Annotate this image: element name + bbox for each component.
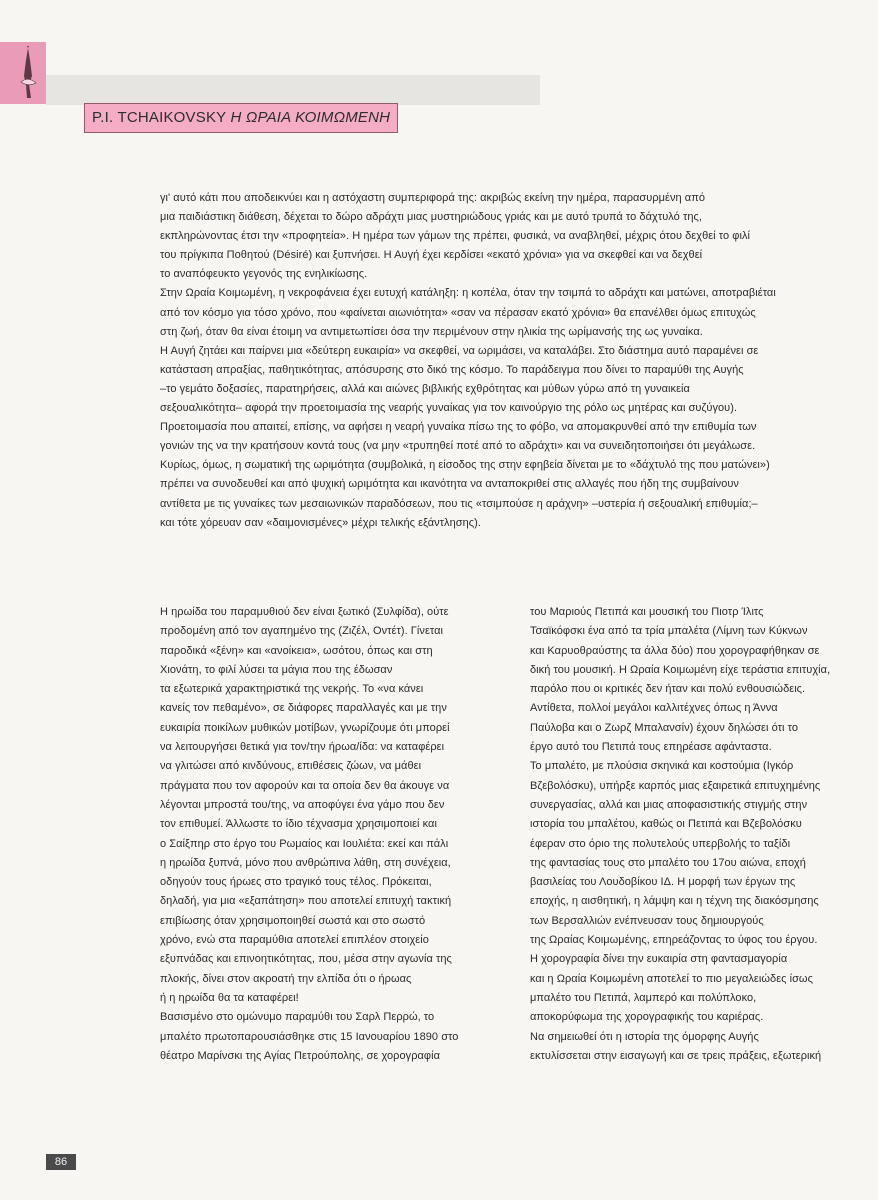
title-work: Η ΩΡΑΙΑ ΚΟΙΜΩΜΕΝΗ — [230, 109, 391, 126]
left-column-line: παροδικά «ξένη» και «ανοίκεια», ωσότου, όπως και στη — [160, 644, 433, 657]
intro-line: το αναπόφευκτο γεγονός της ενηλικίωσης. — [160, 268, 368, 281]
left-column-line: εξυπνάδας και επινοητικότητας, που, μέσα στην αγωνία της — [160, 953, 452, 966]
left-column — [160, 603, 490, 1066]
left-column-line: πλοκής, δίνει στον ακροατή την ελπίδα ότι ο ήρωας — [160, 972, 412, 985]
page-title — [84, 103, 398, 133]
right-column-line: του Μαριούς Πετιπά και μουσική του Πιοτρ Ίλιτς — [530, 606, 764, 618]
left-column-line: ο Σαίξπηρ στο έργο του Ρωμαίος και Ιουλιέτα: εκεί και πάλι — [160, 837, 449, 850]
left-column-line: Βασισμένο στο ομώνυμο παραμύθι του Σαρλ Περρώ, το — [160, 1011, 435, 1024]
left-column-line: Η ηρωίδα του παραμυθιού δεν είναι ξωτικό (Συλφίδα), ούτε — [160, 606, 449, 618]
ballerina-figure-icon — [18, 46, 38, 100]
intro-line: πρέπει να συνοδευθεί και από ψυχική ωριμότητα και ικανότητα να ανταποκριθεί στις αλλαγές που ήδη της συμβαίνουν — [160, 478, 739, 491]
right-column-line: έργο αυτό του Πετιπά τους επηρέασε αφάνταστα. — [530, 741, 772, 754]
left-column-line: τα εξωτερικά χαρακτηριστικά της νεκρής. Το «να κάνει — [160, 683, 424, 696]
intro-line: και τότε χόρευαν σαν «δαιμονισμένες» μέχρι τελικής εξάντλησης). — [160, 516, 481, 529]
right-column-line: και Καρυοθραύστης τα άλλα δύο) που χορογραφήθηκαν σε — [530, 644, 820, 657]
left-column-line: πράγματα που τον αφορούν και τα οποία δεν θα άκουγε να — [160, 779, 450, 792]
right-column-line: Να σημειωθεί ότι η ιστορία της όμορφης Αυγής — [530, 1030, 759, 1043]
corner-color-block — [0, 42, 46, 104]
right-column-line: έφεραν στο όριο της πολυτελούς υπερβολής το ταξίδι — [530, 837, 791, 850]
right-column-line: Τσαϊκόφσκι ένα από τα τρία μπαλέτα (Λίμνη των Κύκνων — [530, 625, 808, 638]
left-column-line: να γλιτώσει από κινδύνους, επιθέσεις ζώων, να μάθει — [160, 760, 422, 773]
right-column-line: συνεργασίας, αλλά και μιας αποφασιστικής στιγμής στην — [530, 798, 808, 811]
intro-line: του πρίγκιπα Ποθητού (Désiré) και ξυπνήσει. Η Αυγή έχει κερδίσει «εκατό χρόνια» για να σκεφθεί και να δεχθεί — [160, 249, 703, 262]
intro-line: στη ζωή, όταν θα είναι έτοιμη να αντιμετωπίσει όσα την περιμένουν στην ηλικία της ωρίμανσής της ως γυναίκα. — [160, 325, 703, 338]
intro-line: μια παιδιάστικη διάθεση, δέχεται το δώρο αδράχτι μιας μυστηριώδους γριάς και με αυτό τρυπά το δάχτυλό της, — [160, 211, 702, 224]
left-column-line: ή η ηρωίδα θα τα καταφέρει! — [160, 991, 299, 1004]
intro-line: γονιών της να την κρατήσουν κοντά τους (να μην «τρυπηθεί ποτέ από το αδράχτι» και να συνειδητοποιήσει ότι μεγάλωσε. — [160, 440, 756, 453]
right-column-line: της Ωραίας Κοιμωμένης, επηρεάζοντας το ύφος του έργου. — [530, 934, 818, 947]
right-column-line: Παύλοβα και ο Ζωρζ Μπαλανσίν) έχουν δηλώσει ότι το — [530, 721, 799, 734]
right-column-line: της φαντασίας τους στο μπαλέτο του 17ου αιώνα, εποχή — [530, 856, 806, 869]
left-column-line: επιβίωσης όταν χρησιμοποιηθεί σωστά και στο σωστό — [160, 914, 426, 927]
right-column-line: των Βερσαλλιών ενέπνευσαν τους δημιουργούς — [530, 914, 764, 927]
intro-line: –το γεμάτο δοξασίες, παρατηρήσεις, αλλά και αιώνες βιβλικής εχθρότητας και μύθων γύρω από τη γυναικεία — [160, 382, 690, 395]
left-column-line: τον επιθυμεί. Άλλωστε το ίδιο τέχνασμα χρησιμοποιεί και — [160, 818, 437, 831]
right-column-line: Η χορογραφία δίνει την ευκαιρία στη φαντασμαγορία — [530, 953, 788, 966]
intro-line: Στην Ωραία Κοιμωμένη, η νεκροφάνεια έχει ευτυχή κατάληξη: η κοπέλα, όταν την τσιμπά το αδράχτι και ματώνει, αποτραβιέται — [160, 287, 776, 300]
left-column-line: η ηρωίδα ξυπνά, μόνο που ανθρώπινα λάθη, στη συνέχεια, — [160, 856, 451, 869]
left-column-line: ευκαιρία ποικίλων μυθικών μοτίβων, γνωρίζουμε ότι μπορεί — [160, 721, 450, 734]
intro-line: από τον κόσμο για τόσο χρόνο, που «φαίνεται αιωνιότητα» «σαν να πέρασαν εκατό χρόνια» θα επανέλθει όμως επιτυχώς — [160, 306, 756, 319]
right-column-line: παρόλο που οι κριτικές δεν ήταν και πολύ ενθουσιώδεις. — [530, 683, 806, 696]
right-column-line: μπαλέτο του Πετιπά, λαμπερό και πολύπλοκο, — [530, 991, 757, 1004]
left-column-line: οδηγούν τους ήρωες στο τραγικό τους τέλος. Πρόκειται, — [160, 876, 432, 889]
left-column-line: μπαλέτο πρωτοπαρουσιάσθηκε στις 15 Ιανουαρίου 1890 στο — [160, 1030, 459, 1043]
title-composer: P.I. TCHAIKOVSKY — [92, 109, 231, 126]
right-column-line: δική του μουσική. Η Ωραία Κοιμωμένη είχε τεράστια επιτυχία, — [530, 663, 831, 676]
header-bar — [46, 75, 540, 105]
right-column — [530, 603, 850, 1066]
intro-line: Προετοιμασία που απαιτεί, επίσης, να αφήσει η νεαρή γυναίκα πίσω της το φόβο, να απομακρυνθεί από την επιθυμία των — [160, 421, 757, 434]
left-column-line: να λειτουργήσει θετικά για τον/την ήρωα/ίδα: να καταφέρει — [160, 741, 445, 754]
right-column-line: εποχής, η αισθητική, η λάμψη και η τέχνη της διακόσμησης — [530, 895, 819, 908]
right-column-line: και η Ωραία Κοιμωμένη αποτελεί το πιο μεγαλειώδες ίσως — [530, 972, 813, 985]
intro-line: εκπληρώνοντας έτσι την «προφητεία». Η ημέρα των γάμων της πρέπει, φυσικά, να αναβληθεί, μέχρις ότου δεχθεί το φιλί — [160, 230, 751, 243]
right-column-line: Βζεβολόσκυ), υπήρξε καρπός μιας εξαιρετικά επιτυχημένης — [530, 779, 821, 792]
right-column-line: εκτυλίσσεται στην εισαγωγή και σε τρεις πράξεις, εξωτερική — [530, 1049, 822, 1062]
intro-line: αντίθετα με τις γυναίκες των μεσαιωνικών παραδόσεων, που τις «τσιμπούσε η αράχνη» –υστερία ή σεξουαλική επιθυμία;– — [160, 497, 758, 510]
intro-text-block — [160, 189, 850, 533]
left-column-line: προδομένη από τον αγαπημένο της (Ζιζέλ, Οντέτ). Γίνεται — [160, 625, 444, 638]
intro-line: κατάσταση απραξίας, παθητικότητας, απόσυρσης στο δικό της κόσμο. Το παράδειγμα που δίνει το παραμύθι της Αυγής — [160, 363, 744, 376]
right-column-line: βασιλείας του Λουδοβίκου ΙΔ. Η μορφή των έργων της — [530, 876, 796, 889]
left-column-line: χρόνο, ενώ στα παραμύθια αποτελεί επιπλέον στοιχείο — [160, 934, 429, 947]
left-column-line: κανείς τον πεθαμένο», σε διάφορες παραλλαγές και με την — [160, 702, 447, 715]
intro-line: Η Αυγή ζητάει και παίρνει μια «δεύτερη ευκαιρία» να σκεφθεί, να ωριμάσει, να καταλάβει. Στο διάστημα αυτό παραμένει σε — [160, 344, 759, 357]
right-column-line: ιστορία του μπαλέτου, καθώς οι Πετιπά και Βζεβολόσκυ — [530, 818, 802, 831]
left-column-line: λέγονται μπροστά του/της, να αποφύγει ένα γάμο που δεν — [160, 798, 445, 811]
page-number: 86 — [46, 1154, 76, 1170]
right-column-line: Αντίθετα, πολλοί μεγάλοι καλλιτέχνες όπως η Άννα — [530, 702, 778, 715]
intro-line: γι' αυτό κάτι που αποδεικνύει και η αστόχαστη συμπεριφορά της: ακριβώς εκείνη την ημέρα, παρασυρμένη από — [160, 192, 706, 204]
right-column-line: Το μπαλέτο, με πλούσια σκηνικά και κοστούμια (Ιγκόρ — [530, 760, 794, 773]
intro-line: σεξουαλικότητα– αφορά την προετοιμασία της νεαρής γυναίκας για τον καινούργιο της ρόλο ως μητέρας και συζύγου). — [160, 402, 738, 415]
right-column-line: αποκορύφωμα της χορογραφικής του καριέρας. — [530, 1011, 764, 1024]
left-column-line: θέατρο Μαρίνσκι της Αγίας Πετρούπολης, σε χορογραφία — [160, 1049, 441, 1062]
intro-line: Κυρίως, όμως, η σωματική της ωριμότητα (συμβολικά, η είσοδος της στην εφηβεία δίνεται με το «δάχτυλό της που ματώνει») — [160, 459, 770, 472]
left-column-line: δηλαδή, για μια «εξαπάτηση» που αποτελεί επιτυχή τακτική — [160, 895, 452, 908]
left-column-line: Χιονάτη, το φιλί λύσει τα μάγια που της έδωσαν — [160, 663, 393, 676]
